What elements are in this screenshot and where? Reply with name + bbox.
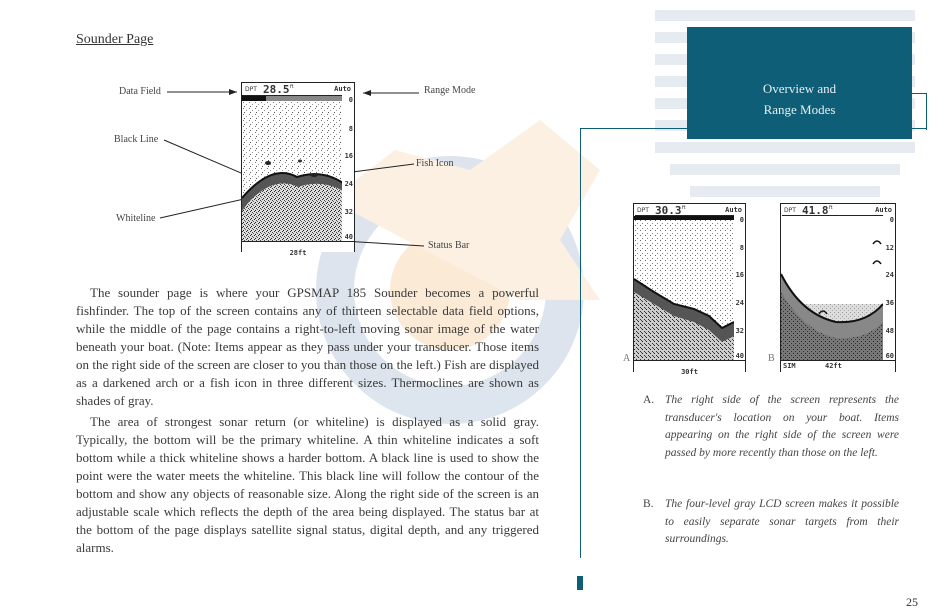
depth-value-a: 30.3 bbox=[655, 204, 682, 217]
depth-value: 28.5 bbox=[263, 83, 290, 96]
section-title-line2: Range Modes bbox=[763, 102, 836, 117]
body-paragraph-2: The area of strongest sonar return (or whiteline) is displayed as a solid gray. Typically, the bottom will be the primary whiteline. A thin whiteline indicates a soft bottom while a thick whiteline shows a harder bottom. A black line is used to show the point were the water meets the whiteline. This black line will follow the contour of the bottom and show any objects of reasonable size. Along the right side of the screen is an adjustable scale which reflects the depth of the area being displayed. The status bar at the bottom of the page displays satellite signal status, digital depth, and any triggered alarms. bbox=[76, 414, 539, 555]
scale-tick: 24 bbox=[885, 271, 894, 279]
depth-scale-b bbox=[883, 215, 895, 360]
label-data-field: Data Field bbox=[119, 86, 161, 97]
depth-scale-a bbox=[734, 215, 745, 360]
caption-a bbox=[643, 392, 899, 482]
sonar-image-b bbox=[781, 204, 895, 371]
scale-tick: 8 bbox=[739, 244, 744, 252]
status-bar-a bbox=[634, 360, 745, 376]
scale-tick: 32 bbox=[735, 327, 744, 335]
depth-unit-a: ft bbox=[682, 205, 686, 211]
status-depth-b: 42ft bbox=[825, 362, 842, 370]
scale-tick: 0 bbox=[889, 216, 894, 224]
range-mode-b: Auto bbox=[875, 206, 892, 214]
caption-text: The four-level gray LCD screen makes it possible to easily separate sonar targets from their surroundings. bbox=[665, 498, 899, 545]
caption-letter: A. bbox=[643, 394, 655, 406]
sounder-screen-diagram bbox=[241, 82, 355, 257]
sounder-screen-b bbox=[780, 203, 896, 372]
section-title-line1: Overview and bbox=[762, 81, 837, 96]
label-status-bar: Status Bar bbox=[428, 240, 470, 251]
figure-label-b: B bbox=[768, 353, 775, 364]
caption-text: The right side of the screen represents the transducer's location on your boat. Items appearing on the right side of the screen were passed by more recently than those on the left. bbox=[665, 394, 899, 459]
status-bar-b bbox=[781, 360, 895, 372]
sonar-image-a bbox=[634, 204, 745, 371]
dpt-label-b: DPT bbox=[784, 207, 796, 214]
scale-tick: 16 bbox=[735, 271, 744, 279]
scale-tick: 8 bbox=[348, 125, 353, 133]
sounder-screen-a bbox=[633, 203, 746, 376]
label-black-line: Black Line bbox=[114, 134, 159, 145]
scale-tick: 36 bbox=[885, 299, 894, 307]
depth-unit-b: ft bbox=[829, 205, 833, 211]
status-bar bbox=[242, 241, 354, 257]
page-title: Sounder Page bbox=[76, 32, 154, 47]
scale-tick: 0 bbox=[739, 216, 744, 224]
scale-tick: 32 bbox=[344, 208, 353, 216]
dpt-label-a: DPT bbox=[637, 207, 649, 214]
sonar-image bbox=[242, 83, 354, 251]
label-whiteline: Whiteline bbox=[116, 213, 156, 224]
depth-value-b: 41.8 bbox=[802, 204, 829, 217]
caption-letter: B. bbox=[643, 498, 654, 510]
range-mode-value: Auto bbox=[334, 85, 351, 93]
scale-tick: 48 bbox=[885, 327, 894, 335]
figure-label-a: A bbox=[623, 353, 631, 364]
dpt-label: DPT bbox=[245, 86, 257, 93]
scale-tick: 60 bbox=[885, 352, 894, 360]
scale-tick: 16 bbox=[344, 152, 353, 160]
label-range-mode: Range Mode bbox=[424, 85, 476, 96]
scale-tick: 12 bbox=[885, 244, 894, 252]
status-sim: SIM bbox=[783, 362, 796, 370]
scale-tick: 24 bbox=[735, 299, 744, 307]
scale-tick: 40 bbox=[344, 233, 353, 241]
scale-tick: 40 bbox=[735, 352, 744, 360]
body-paragraph-1: The sounder page is where your GPSMAP 185 Sounder becomes a powerful fishfinder. The top of the screen contains any of thirteen selectable data field options, while the middle of the page contains a right-to-left moving sonar image of the water beneath your boat. (Note: Items appear as they pass under your transducer. Those items on the right side of the screen are closer to you than those on the left.) Fish are displayed as a darkened arch or a fish icon in three different sizes. Thermoclines are shown as shades of gray. bbox=[76, 285, 539, 408]
label-fish-icon: Fish Icon bbox=[416, 158, 454, 169]
depth-unit: ft bbox=[290, 84, 294, 90]
depth-scale bbox=[342, 95, 354, 241]
range-mode-a: Auto bbox=[725, 206, 742, 214]
status-depth-a: 30ft bbox=[681, 368, 698, 376]
scale-tick: 24 bbox=[344, 180, 353, 188]
caption-b bbox=[643, 496, 899, 556]
page-number: 25 bbox=[906, 595, 918, 609]
status-depth: 28ft bbox=[289, 249, 307, 257]
scale-tick: 0 bbox=[348, 96, 353, 104]
